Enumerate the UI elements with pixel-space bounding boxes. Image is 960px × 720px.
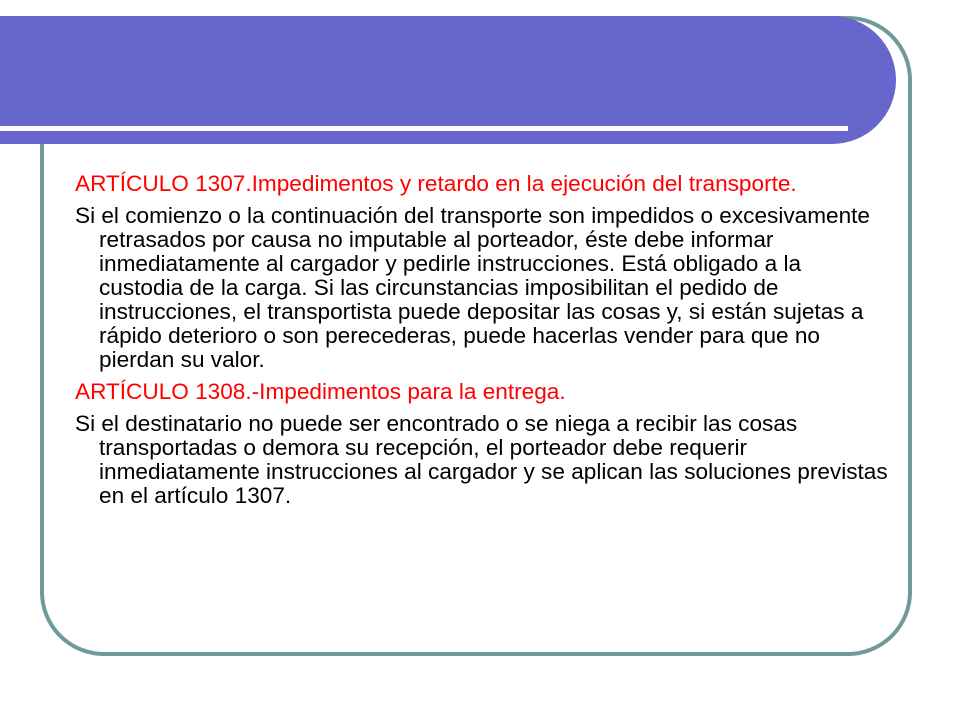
article-1307-body: Si el comienzo o la continuación del transporte son impedidos o excesivamente retrasados por causa no imputable al porteador, éste debe informar inmediatamente al cargador y pedirle instrucciones. Está obligado a la custodia de la carga. Si las circunstancias imposibilitan el pedido de instrucciones, el transportista puede depositar las cosas y, si están sujetas a rápido deterioro o son perecederas, puede hacerlas vender para que no pierdan su valor. xyxy=(75,203,870,372)
article-1308-heading: ARTÍCULO 1308.-Impedimentos para la entrega. xyxy=(75,379,566,404)
title-band xyxy=(0,16,896,144)
article-1307-heading: ARTÍCULO 1307.Impedimentos y retardo en la ejecución del transporte. xyxy=(75,171,797,196)
title-divider xyxy=(0,126,848,131)
article-1308-body: Si el destinatario no puede ser encontrado o se niega a recibir las cosas transportadas o demora su recepción, el porteador debe requerir inmediatamente instrucciones al cargador y se aplican las soluciones previstas en el artículo 1307. xyxy=(75,411,888,508)
slide-body xyxy=(75,172,890,516)
